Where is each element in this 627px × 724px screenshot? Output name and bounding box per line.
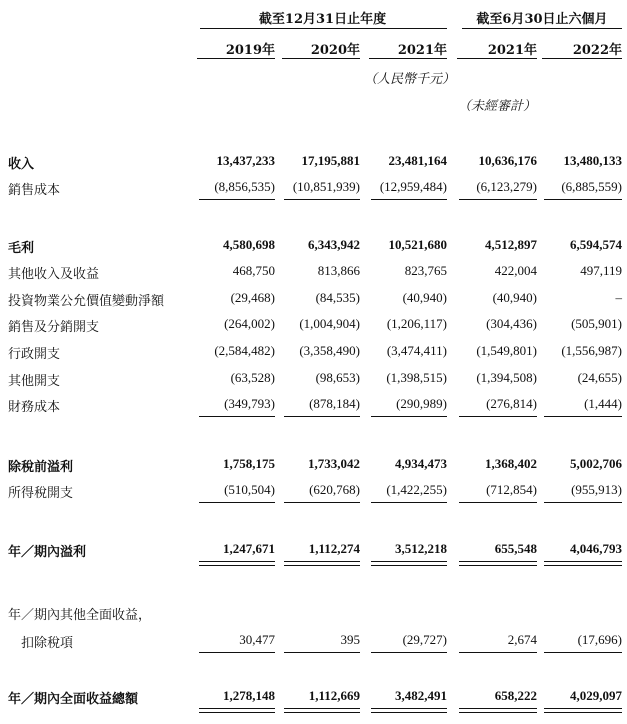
- single-underline: [371, 416, 447, 417]
- value-cell: (1,004,904): [299, 316, 360, 331]
- header-group-full-year-rule: [200, 28, 447, 29]
- value-cell: (6,885,559): [561, 179, 622, 194]
- row-label: 收入: [8, 157, 35, 172]
- row-label: 銷售及分銷開支: [8, 320, 100, 335]
- single-underline: [199, 199, 275, 200]
- value-cell: (1,398,515): [386, 370, 447, 385]
- value-cell: 6,594,574: [570, 237, 622, 252]
- unit-note: （人民幣千元）: [364, 72, 456, 87]
- double-underline: [459, 708, 537, 713]
- row-label: 投資物業公允價值變動淨額: [8, 294, 165, 309]
- value-cell: 17,195,881: [301, 153, 360, 168]
- value-cell: 5,002,706: [570, 456, 622, 471]
- value-cell: 10,521,680: [388, 237, 447, 252]
- value-cell: (1,394,508): [476, 370, 537, 385]
- header-group-six-months-rule: [462, 28, 622, 29]
- value-cell: (3,474,411): [386, 343, 447, 358]
- value-cell: 658,222: [494, 688, 537, 703]
- table-row: [0, 688, 627, 708]
- single-underline: [284, 502, 360, 503]
- value-cell: (505,901): [571, 316, 622, 331]
- row-label: 銷售成本: [8, 183, 61, 198]
- value-cell: 1,112,274: [308, 541, 360, 556]
- value-cell: 4,512,897: [485, 237, 537, 252]
- single-underline: [459, 199, 537, 200]
- row-label: 年／期內其他全面收益，: [8, 608, 152, 623]
- value-cell: (8,856,535): [214, 179, 275, 194]
- value-cell: (290,989): [396, 396, 447, 411]
- value-cell: 813,866: [317, 263, 360, 278]
- year-header-1: 2020年: [310, 43, 360, 58]
- value-cell: (1,206,117): [386, 316, 447, 331]
- year-header-rule-1: [282, 58, 360, 59]
- value-cell: (12,959,484): [379, 179, 447, 194]
- value-cell: (349,793): [224, 396, 275, 411]
- row-label: 毛利: [8, 241, 35, 256]
- double-underline: [199, 708, 275, 713]
- double-underline: [544, 561, 622, 566]
- table-row: [0, 237, 627, 257]
- value-cell: 1,758,175: [223, 456, 275, 471]
- value-cell: 1,733,042: [308, 456, 360, 471]
- single-underline: [544, 416, 622, 417]
- value-cell: (40,940): [492, 290, 537, 305]
- value-cell: 4,046,793: [570, 541, 622, 556]
- row-label: 除稅前溢利: [8, 460, 74, 475]
- value-cell: (1,556,987): [561, 343, 622, 358]
- single-underline: [459, 652, 537, 653]
- value-cell: (29,727): [402, 632, 447, 647]
- value-cell: (24,655): [577, 370, 622, 385]
- value-cell: (3,358,490): [299, 343, 360, 358]
- year-header-0: 2019年: [225, 43, 275, 58]
- value-cell: 3,512,218: [395, 541, 447, 556]
- table-row: [0, 482, 627, 502]
- value-cell: (10,851,939): [292, 179, 360, 194]
- value-cell: (1,422,255): [386, 482, 447, 497]
- value-cell: (712,854): [486, 482, 537, 497]
- row-label: 其他收入及收益: [8, 267, 100, 282]
- value-cell: (304,436): [486, 316, 537, 331]
- row-label: 財務成本: [8, 400, 61, 415]
- value-cell: (63,528): [230, 370, 275, 385]
- value-cell: 823,765: [404, 263, 447, 278]
- year-header-rule-4: [542, 58, 622, 59]
- table-row: [0, 632, 627, 652]
- single-underline: [544, 199, 622, 200]
- unaudited-note: （未經審計）: [458, 99, 537, 114]
- single-underline: [199, 502, 275, 503]
- value-cell: (955,913): [571, 482, 622, 497]
- double-underline: [371, 561, 447, 566]
- double-underline: [284, 708, 360, 713]
- value-cell: 23,481,164: [388, 153, 447, 168]
- value-cell: (2,584,482): [214, 343, 275, 358]
- value-cell: (878,184): [309, 396, 360, 411]
- single-underline: [199, 652, 275, 653]
- double-underline: [544, 708, 622, 713]
- single-underline: [371, 199, 447, 200]
- table-row: [0, 396, 627, 416]
- single-underline: [284, 416, 360, 417]
- table-row: [0, 153, 627, 173]
- value-cell: 13,480,133: [563, 153, 622, 168]
- value-cell: (98,653): [315, 370, 360, 385]
- value-cell: 13,437,233: [216, 153, 275, 168]
- double-underline: [459, 561, 537, 566]
- single-underline: [284, 199, 360, 200]
- value-cell: 10,636,176: [478, 153, 537, 168]
- table-row: [0, 179, 627, 199]
- single-underline: [544, 652, 622, 653]
- value-cell: 6,343,942: [308, 237, 360, 252]
- double-underline: [199, 561, 275, 566]
- value-cell: (84,535): [315, 290, 360, 305]
- header-group-six-months: 截至6月30日止六個月: [476, 12, 608, 27]
- value-cell: 1,278,148: [223, 688, 275, 703]
- value-cell: 422,004: [494, 263, 537, 278]
- table-row: [0, 604, 627, 624]
- value-cell: 2,674: [507, 632, 537, 647]
- value-cell: 497,119: [580, 263, 622, 278]
- value-cell: (510,504): [224, 482, 275, 497]
- year-header-4: 2022年: [572, 43, 622, 58]
- year-header-3: 2021年: [487, 43, 537, 58]
- value-cell: (276,814): [486, 396, 537, 411]
- value-cell: 1,112,669: [308, 688, 360, 703]
- year-header-2: 2021年: [397, 43, 447, 58]
- year-header-rule-0: [197, 58, 275, 59]
- value-cell: (17,696): [577, 632, 622, 647]
- single-underline: [544, 502, 622, 503]
- value-cell: (264,002): [224, 316, 275, 331]
- value-cell: 1,247,671: [223, 541, 275, 556]
- single-underline: [459, 502, 537, 503]
- table-row: [0, 456, 627, 476]
- header-group-full-year: 截至12月31日止年度: [258, 12, 387, 27]
- row-label: 行政開支: [8, 347, 61, 362]
- value-cell: 4,934,473: [395, 456, 447, 471]
- value-cell: 3,482,491: [395, 688, 447, 703]
- row-label: 扣除稅項: [8, 636, 74, 651]
- value-cell: 30,477: [239, 632, 275, 647]
- row-label: 年／期內溢利: [8, 545, 87, 560]
- table-row: [0, 290, 627, 310]
- value-cell: 4,580,698: [223, 237, 275, 252]
- double-underline: [371, 708, 447, 713]
- value-cell: 468,750: [232, 263, 275, 278]
- row-label: 其他開支: [8, 374, 61, 389]
- single-underline: [284, 652, 360, 653]
- double-underline: [284, 561, 360, 566]
- single-underline: [459, 416, 537, 417]
- table-row: [0, 343, 627, 363]
- table-row: [0, 316, 627, 336]
- row-label: 年／期內全面收益總額: [8, 692, 139, 707]
- value-cell: 655,548: [494, 541, 537, 556]
- year-header-rule-2: [369, 58, 447, 59]
- value-cell: 4,029,097: [570, 688, 622, 703]
- year-header-rule-3: [457, 58, 537, 59]
- row-label: 所得稅開支: [8, 486, 74, 501]
- single-underline: [199, 416, 275, 417]
- value-cell: (620,768): [309, 482, 360, 497]
- value-cell: 395: [340, 632, 360, 647]
- table-row: [0, 263, 627, 283]
- single-underline: [371, 652, 447, 653]
- table-row: [0, 541, 627, 561]
- value-cell: (29,468): [230, 290, 275, 305]
- value-cell: (6,123,279): [476, 179, 537, 194]
- table-row: [0, 370, 627, 390]
- value-cell: (40,940): [402, 290, 447, 305]
- value-cell: (1,549,801): [476, 343, 537, 358]
- single-underline: [371, 502, 447, 503]
- value-cell: 1,368,402: [485, 456, 537, 471]
- value-cell: –: [615, 290, 622, 305]
- value-cell: (1,444): [584, 396, 622, 411]
